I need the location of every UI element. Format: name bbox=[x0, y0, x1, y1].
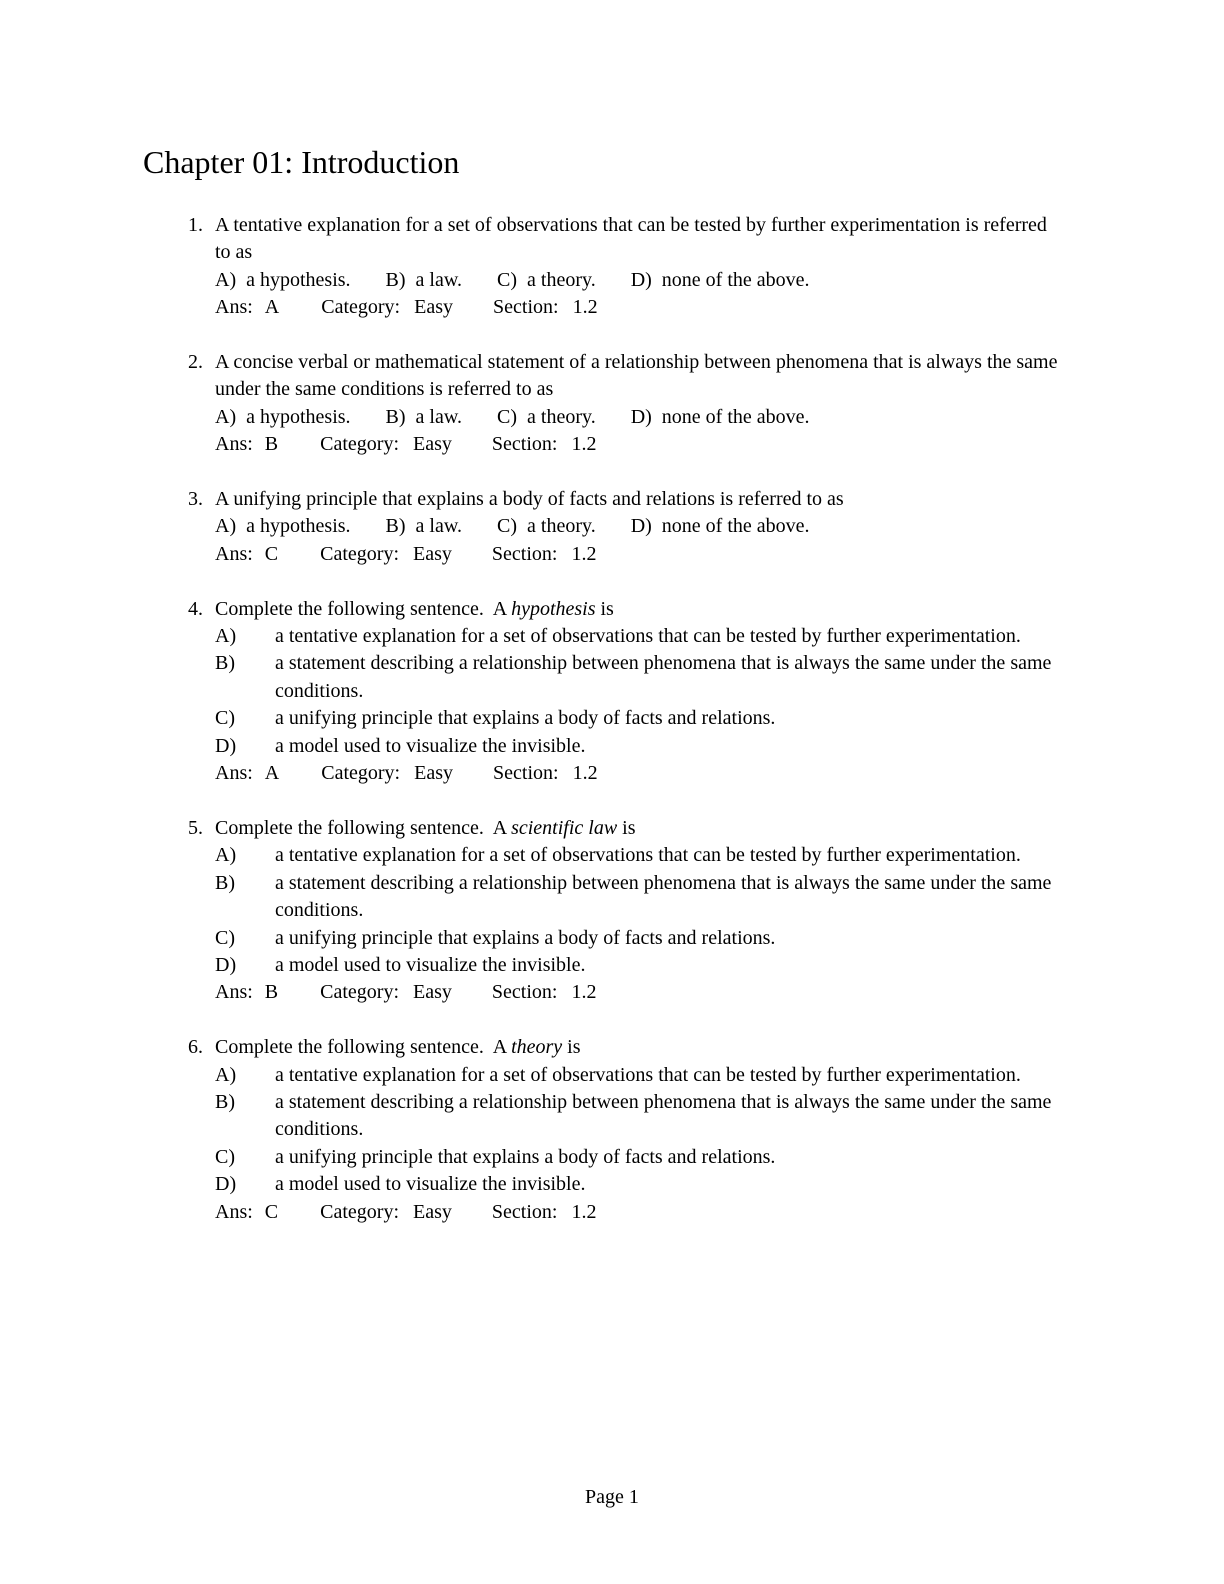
option-text: none of the above. bbox=[661, 515, 810, 538]
category-label: Category: bbox=[320, 981, 400, 1004]
option-text: a hypothesis. bbox=[246, 405, 351, 428]
option bbox=[215, 925, 1065, 952]
section-label: Section: bbox=[493, 296, 559, 319]
option-label: A) bbox=[215, 405, 237, 428]
option bbox=[215, 650, 1065, 705]
question-number: 6. bbox=[188, 1036, 203, 1059]
option bbox=[215, 515, 351, 537]
ans-value: A bbox=[264, 296, 280, 319]
section-label: Section: bbox=[491, 1200, 558, 1223]
option-text: none of the above. bbox=[661, 268, 810, 291]
option-label: D) bbox=[215, 734, 237, 757]
question-item bbox=[188, 486, 1068, 568]
option-text: a unifying principle that explains a body of facts and relations. bbox=[275, 1145, 776, 1168]
question-stem bbox=[215, 486, 1065, 513]
page-title: Chapter 01: Introduction bbox=[143, 144, 460, 180]
category-label: Category: bbox=[320, 433, 400, 456]
stem-italic: hypothesis bbox=[511, 597, 596, 620]
option-label: A) bbox=[215, 515, 237, 538]
option-label: B) bbox=[385, 405, 406, 428]
option-label: C) bbox=[497, 405, 518, 428]
question-body bbox=[215, 1034, 1065, 1226]
option bbox=[215, 269, 351, 291]
stem-suffix: is bbox=[617, 816, 636, 839]
stem-text: A unifying principle that explains a body of facts and relations is referred to as bbox=[215, 488, 844, 511]
page-number: Page 1 bbox=[585, 1486, 639, 1508]
ans-label: Ans: bbox=[215, 542, 253, 565]
option-label: A) bbox=[215, 844, 237, 867]
option bbox=[497, 269, 596, 291]
option-label: D) bbox=[630, 405, 652, 428]
category-label: Category: bbox=[320, 542, 400, 565]
category-label: Category: bbox=[320, 1200, 400, 1223]
ans-value: C bbox=[264, 1200, 279, 1223]
question-stem bbox=[215, 815, 1065, 842]
question-item bbox=[188, 815, 1068, 1007]
category-label: Category: bbox=[321, 762, 401, 785]
option-label: C) bbox=[497, 515, 518, 538]
section-value: 1.2 bbox=[572, 296, 598, 319]
option-text: a tentative explanation for a set of observations that can be tested by further experimentation. bbox=[275, 625, 1021, 648]
option-label: B) bbox=[215, 871, 235, 894]
stem-text: Complete the following sentence. A bbox=[215, 1036, 512, 1059]
answer-row bbox=[215, 1199, 1065, 1226]
ans-label: Ans: bbox=[215, 433, 253, 456]
option-label: B) bbox=[385, 515, 406, 538]
option-text: a unifying principle that explains a body of facts and relations. bbox=[275, 926, 776, 949]
option-text: a tentative explanation for a set of observations that can be tested by further experimentation. bbox=[275, 1063, 1021, 1086]
answer-row bbox=[215, 979, 1065, 1006]
category-value: Easy bbox=[413, 433, 452, 456]
ans-label: Ans: bbox=[215, 296, 253, 319]
section-value: 1.2 bbox=[572, 762, 598, 785]
section-label: Section: bbox=[491, 433, 558, 456]
option bbox=[386, 515, 462, 537]
option bbox=[631, 515, 810, 537]
category-value: Easy bbox=[413, 981, 452, 1004]
section-value: 1.2 bbox=[571, 1200, 597, 1223]
question-item bbox=[188, 596, 1068, 788]
stem-suffix: is bbox=[595, 597, 614, 620]
option-text: a theory. bbox=[527, 405, 596, 428]
option-text: a model used to visualize the invisible. bbox=[275, 734, 586, 757]
stem-text: A concise verbal or mathematical statement of a relationship between phenomena that is always the same under the same conditions is referred to as bbox=[215, 351, 1063, 401]
option-text: a law. bbox=[415, 405, 463, 428]
option-label: D) bbox=[215, 1173, 237, 1196]
option-text: a statement describing a relationship between phenomena that is always the same under the same conditions. bbox=[275, 871, 1052, 922]
option bbox=[386, 269, 462, 291]
option-text: a theory. bbox=[527, 515, 596, 538]
question-body bbox=[215, 349, 1065, 459]
option-text: a law. bbox=[415, 515, 463, 538]
option bbox=[215, 733, 1065, 760]
ans-label: Ans: bbox=[215, 1200, 253, 1223]
option-label: B) bbox=[385, 268, 406, 291]
ans-value: C bbox=[264, 542, 279, 565]
ans-label: Ans: bbox=[215, 981, 253, 1004]
option-label: B) bbox=[215, 1090, 235, 1113]
option-text: a tentative explanation for a set of observations that can be tested by further experimentation. bbox=[275, 844, 1021, 867]
option-text: a model used to visualize the invisible. bbox=[275, 953, 586, 976]
option-label: C) bbox=[497, 268, 518, 291]
option bbox=[215, 623, 1065, 650]
option bbox=[215, 1089, 1065, 1144]
option-text: none of the above. bbox=[661, 405, 810, 428]
option-label: C) bbox=[215, 1145, 235, 1168]
category-label: Category: bbox=[321, 296, 401, 319]
option bbox=[215, 952, 1065, 979]
question-body bbox=[215, 212, 1065, 322]
question-stem bbox=[215, 1034, 1065, 1061]
option-text: a hypothesis. bbox=[246, 268, 351, 291]
stem-text: Complete the following sentence. A bbox=[215, 597, 512, 620]
option bbox=[215, 406, 351, 428]
question-item bbox=[188, 1034, 1068, 1226]
option-text: a hypothesis. bbox=[246, 515, 351, 538]
ans-value: B bbox=[264, 433, 279, 456]
question-number: 1. bbox=[188, 214, 203, 236]
question-stem bbox=[215, 349, 1065, 404]
answer-row bbox=[215, 431, 1065, 458]
option bbox=[215, 1144, 1065, 1171]
option-label: D) bbox=[630, 515, 652, 538]
question-item bbox=[188, 212, 1068, 322]
question-number: 5. bbox=[188, 816, 203, 839]
question-item bbox=[188, 349, 1068, 459]
stem-text: A tentative explanation for a set of observations that can be tested by further experimentation is referred to as bbox=[215, 214, 1052, 264]
answer-row bbox=[215, 541, 1065, 568]
question-number: 2. bbox=[188, 351, 203, 374]
option-label: A) bbox=[215, 268, 237, 291]
option bbox=[215, 1062, 1065, 1089]
option-label: A) bbox=[215, 625, 237, 648]
option bbox=[215, 870, 1065, 925]
answer-row bbox=[215, 760, 1065, 787]
option-text: a statement describing a relationship between phenomena that is always the same under the same conditions. bbox=[275, 652, 1052, 702]
question-stem bbox=[215, 596, 1065, 623]
option-label: A) bbox=[215, 1063, 237, 1086]
option-label: B) bbox=[215, 652, 235, 675]
question-body bbox=[215, 815, 1065, 1007]
option-label: C) bbox=[215, 926, 235, 949]
question-number: 3. bbox=[188, 488, 203, 511]
options-inline bbox=[215, 513, 1065, 540]
question-body bbox=[215, 486, 1065, 568]
option bbox=[386, 406, 462, 428]
category-value: Easy bbox=[413, 542, 452, 565]
question-list bbox=[188, 212, 1068, 1253]
section-label: Section: bbox=[493, 762, 559, 785]
section-label: Section: bbox=[491, 981, 558, 1004]
option-text: a model used to visualize the invisible. bbox=[275, 1173, 586, 1196]
option-label: C) bbox=[215, 707, 235, 730]
option-text: a unifying principle that explains a body of facts and relations. bbox=[275, 707, 776, 730]
options-inline bbox=[215, 404, 1065, 431]
option bbox=[215, 842, 1065, 869]
question-body bbox=[215, 596, 1065, 788]
options-inline bbox=[215, 267, 1065, 294]
section-value: 1.2 bbox=[571, 542, 597, 565]
question-number: 4. bbox=[188, 597, 203, 620]
option-label: D) bbox=[215, 953, 237, 976]
stem-italic: scientific law bbox=[511, 816, 618, 839]
answer-row bbox=[215, 294, 1065, 321]
question-stem bbox=[215, 212, 1065, 267]
option bbox=[497, 515, 596, 537]
stem-suffix: is bbox=[562, 1036, 581, 1059]
option-text: a statement describing a relationship between phenomena that is always the same under the same conditions. bbox=[275, 1090, 1052, 1141]
option-text: a law. bbox=[415, 268, 463, 291]
option bbox=[215, 705, 1065, 732]
option-label: D) bbox=[630, 268, 652, 291]
ans-value: A bbox=[264, 762, 280, 785]
stem-italic: theory bbox=[511, 1036, 563, 1059]
option bbox=[631, 406, 810, 428]
option bbox=[215, 1171, 1065, 1198]
category-value: Easy bbox=[414, 762, 454, 785]
option bbox=[631, 269, 810, 291]
section-value: 1.2 bbox=[571, 981, 597, 1004]
category-value: Easy bbox=[414, 296, 454, 319]
option bbox=[497, 406, 596, 428]
option-text: a theory. bbox=[527, 268, 596, 291]
page-footer bbox=[0, 1484, 1224, 1511]
section-value: 1.2 bbox=[571, 433, 597, 456]
ans-value: B bbox=[264, 981, 279, 1004]
stem-text: Complete the following sentence. A bbox=[215, 816, 512, 839]
section-label: Section: bbox=[491, 542, 558, 565]
ans-label: Ans: bbox=[215, 762, 253, 785]
category-value: Easy bbox=[413, 1200, 452, 1223]
